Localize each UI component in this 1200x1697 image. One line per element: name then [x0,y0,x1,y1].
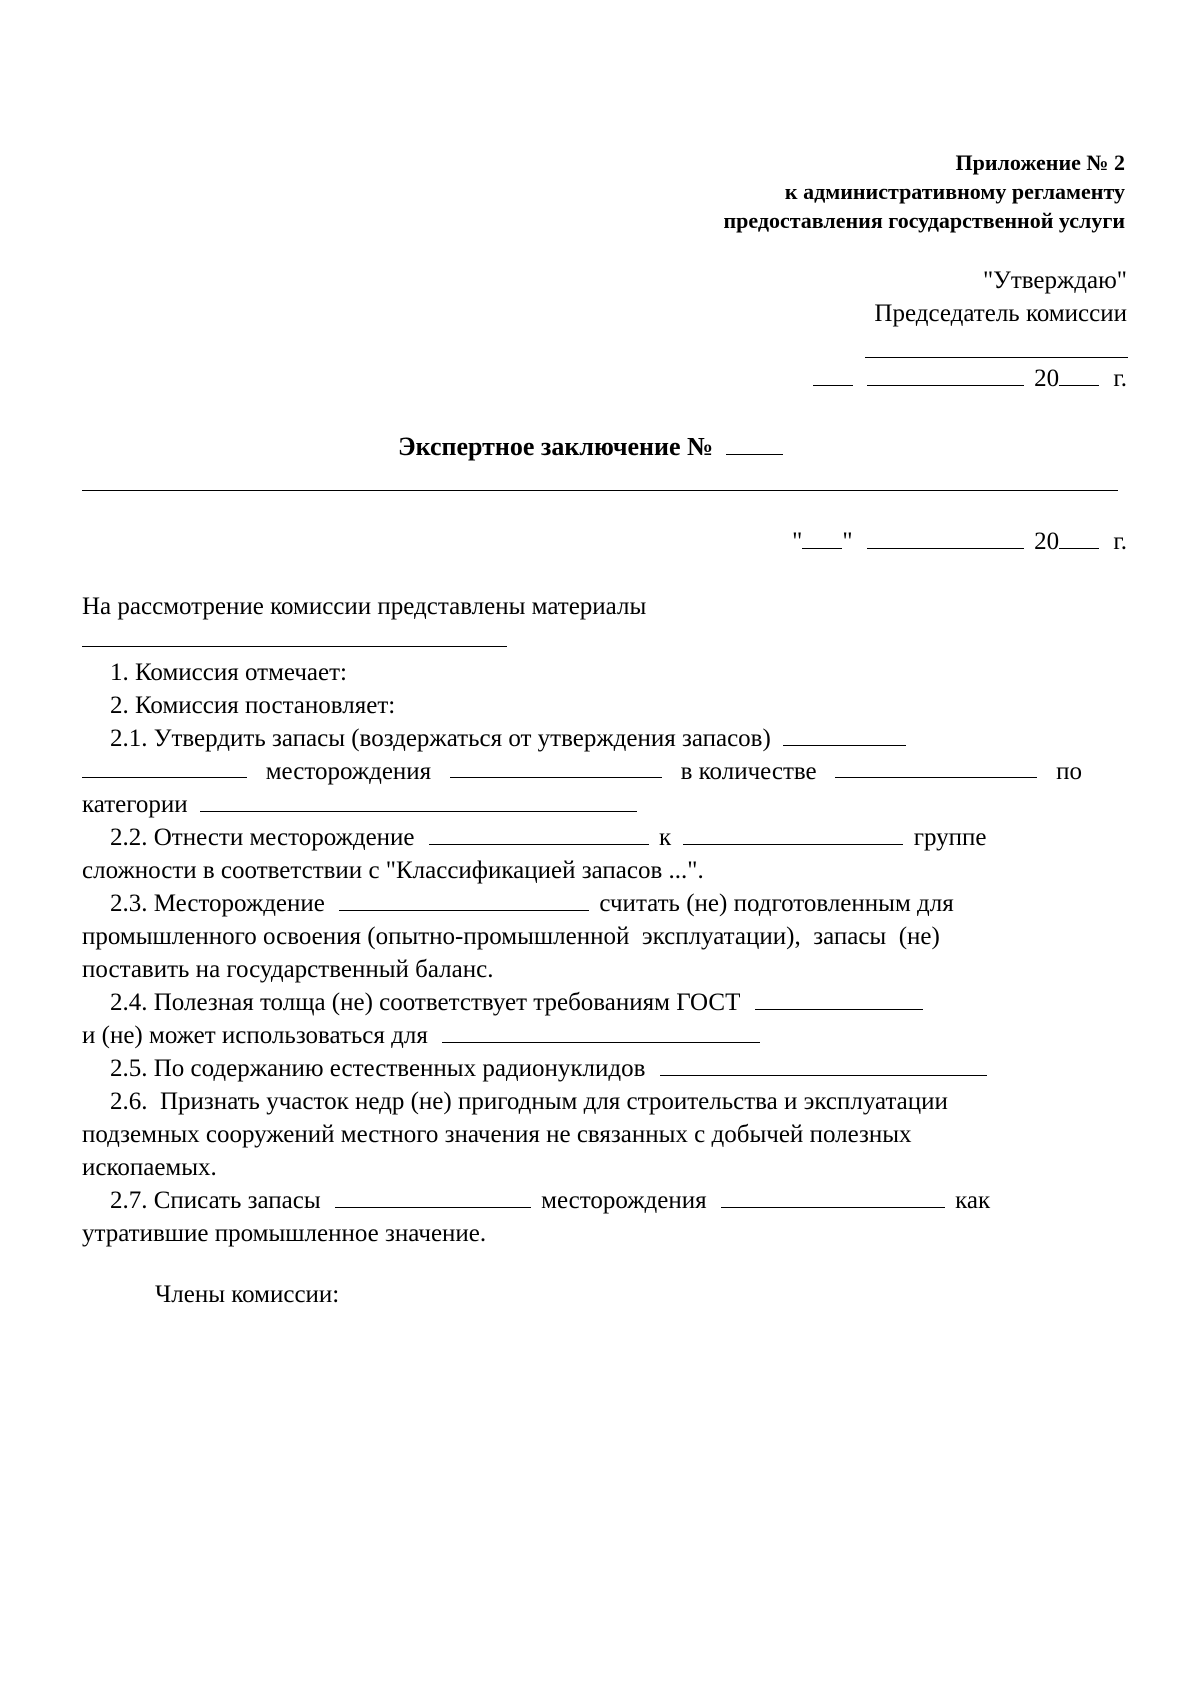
item-2-7-line-1 [82,1184,1082,1217]
item-2-1-by-label: по [1056,758,1082,785]
materials-blank-line [82,623,1082,656]
item-2-1-category-label: категории [82,791,188,818]
item-2-4-blank-1 [755,987,923,1010]
item-2-5-text: 2.5. По содержанию естественных радионуклидов [110,1055,646,1082]
item-2: 2. Комиссия постановляет: [110,692,396,719]
item-2-6-line-1: 2.6. Признать участок недр (не) пригодным для строительства и эксплуатации [110,1088,948,1115]
item-2-2-line-1 [82,821,1082,854]
approval-year-blank [1059,363,1099,386]
item-2-3-blank [339,888,589,911]
document-title [398,430,783,463]
item-2-7-blank-2 [721,1185,945,1208]
item-2-1-text: 2.1. Утвердить запасы (воздержаться от утверждения запасов) [110,725,771,752]
date-year-blank [1059,526,1099,549]
item-2-1-blank-3 [450,755,662,778]
approval-stamp: "Утверждаю" [982,267,1127,294]
appendix-line-2: к административному регламенту [784,179,1125,204]
appendix-line-1: Приложение № 2 [955,150,1125,175]
chairman-signature-line [865,357,1128,358]
item-2-2-text: 2.2. Отнести месторождение [110,824,415,851]
date-quote-open: " [792,528,803,555]
item-2-7-blank-1 [335,1185,531,1208]
approval-block [874,264,1127,330]
title-number-blank [726,432,783,455]
item-2-1-deposit-label: месторождения [265,758,432,785]
item-2-2-blank-2 [683,822,903,845]
item-2-3-text: 2.3. Месторождение [110,890,325,917]
title-text: Экспертное заключение № [398,432,714,461]
item-2-2-line-2: сложности в соответствии с "Классификацией запасов ...". [82,857,704,884]
approval-month-blank [867,363,1024,386]
item-2-1-blank-4 [835,755,1037,778]
item-2-1-blank-5 [200,789,637,812]
item-2-5-blank [660,1053,987,1076]
approval-role: Председатель комиссии [874,300,1127,327]
appendix-line-3: предоставления государственной услуги [723,208,1125,233]
item-2-2-to-label: к [659,824,672,851]
approval-day-blank [813,363,853,386]
item-2-7-line-2: утратившие промышленное значение. [82,1220,487,1247]
item-2-5-line [82,1052,1082,1085]
item-2-4-line-1 [82,986,1082,1019]
date-year-suffix: г. [1113,528,1127,555]
item-2-3-line-2: промышленного освоения (опытно-промышленной эксплуатации), запасы (не) [82,923,940,950]
date-day-blank [802,526,842,549]
item-2-3-line-3: поставить на государственный баланс. [82,956,494,983]
item-2-1-line-3 [82,788,1082,821]
commission-members-label: Члены комиссии: [155,1281,340,1308]
approval-year-prefix: 20 [1034,365,1060,392]
item-1: 1. Комиссия отмечает: [110,659,347,686]
item-2-7-text: 2.7. Списать запасы [110,1187,321,1214]
item-2-1-line-1 [82,722,1082,755]
materials-blank [82,624,507,647]
approval-year-suffix: г. [1113,365,1127,392]
intro-line: На рассмотрение комиссии представлены материалы [82,593,647,620]
item-2-2-group-label: группе [913,824,987,851]
item-2-4-text-2: и (не) может использоваться для [82,1022,428,1049]
date-year-prefix: 20 [1034,528,1060,555]
date-month-blank [867,526,1024,549]
item-2-3-text-2: считать (не) подготовленным для [599,890,954,917]
item-2-1-blank-1 [783,723,906,746]
item-2-4-blank-2 [442,1020,760,1043]
approval-date [813,362,1127,395]
appendix-header [723,148,1125,235]
item-2-1-line-2 [82,755,1082,788]
item-2-6-line-3: ископаемых. [82,1154,217,1181]
item-2-6-line-2: подземных сооружений местного значения не связанных с добычей полезных [82,1121,912,1148]
document-date [792,525,1127,558]
item-2-3-line-1 [82,887,1082,920]
document-body [82,590,1082,1250]
item-2-1-quantity-label: в количестве [680,758,817,785]
item-2-2-blank-1 [429,822,649,845]
item-2-1-blank-2 [82,755,247,778]
item-2-7-as-label: как [955,1187,991,1214]
item-2-4-line-2 [82,1019,1082,1052]
item-2-4-text: 2.4. Полезная толща (не) соответствует требованиям ГОСТ [110,989,741,1016]
item-2-7-deposit-label: месторождения [541,1187,707,1214]
date-quote-close: " [842,528,853,555]
title-underline [82,490,1118,491]
